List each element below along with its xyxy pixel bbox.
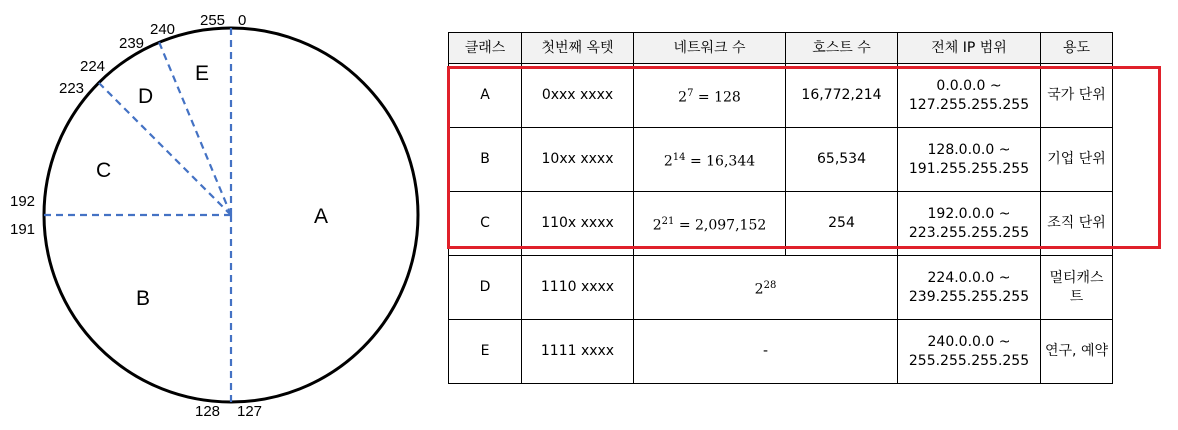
cell-class: D — [449, 256, 522, 320]
cell-usage: 국가 단위 — [1041, 64, 1113, 128]
label-192: 192 — [10, 193, 36, 210]
cell-range: 192.0.0.0 ~ 223.255.255.255 — [898, 192, 1041, 256]
header-ip-range: 전체 IP 범위 — [898, 33, 1041, 64]
label-0: 0 — [238, 12, 247, 29]
cell-hosts: 254 — [786, 192, 898, 256]
cell-networks: $2^{14} = 16,344$ — [634, 128, 786, 192]
ip-class-circle-diagram — [0, 0, 440, 430]
cell-hosts: 65,534 — [786, 128, 898, 192]
cell-class: A — [449, 64, 522, 128]
cell-octet: 10xx xxxx — [522, 128, 634, 192]
region-label-c: C — [96, 159, 112, 182]
cell-usage: 연구, 예약 — [1041, 320, 1113, 384]
label-191: 191 — [10, 221, 36, 238]
cell-range: 128.0.0.0 ~ 191.255.255.255 — [898, 128, 1041, 192]
table-header-row — [449, 33, 1113, 64]
label-224: 224 — [80, 58, 106, 75]
boundary-line-223-224 — [99, 83, 231, 215]
cell-range: 0.0.0.0 ~ 127.255.255.255 — [898, 64, 1041, 128]
cell-networks-merged: - — [634, 320, 898, 384]
label-239: 239 — [119, 35, 145, 52]
cell-octet: 1110 xxxx — [522, 256, 634, 320]
label-128: 128 — [195, 403, 221, 420]
region-label-b: B — [136, 287, 151, 310]
header-host-count: 호스트 수 — [786, 33, 898, 64]
label-240: 240 — [150, 21, 176, 38]
cell-octet: 0xxx xxxx — [522, 64, 634, 128]
cell-networks: $2^7 = 128$ — [634, 64, 786, 128]
table-row — [449, 256, 1113, 320]
label-255: 255 — [200, 12, 226, 29]
cell-usage: 조직 단위 — [1041, 192, 1113, 256]
header-first-octet: 첫번째 옥텟 — [522, 33, 634, 64]
header-network-count: 네트워크 수 — [634, 33, 786, 64]
header-class: 클래스 — [449, 33, 522, 64]
cell-networks: $2^{21} = 2,097,152$ — [634, 192, 786, 256]
cell-class: E — [449, 320, 522, 384]
table-row — [449, 320, 1113, 384]
cell-range: 240.0.0.0 ~ 255.255.255.255 — [898, 320, 1041, 384]
cell-hosts: 16,772,214 — [786, 64, 898, 128]
label-223: 223 — [59, 80, 85, 97]
region-label-e: E — [195, 62, 210, 85]
cell-networks-merged: $2^{28}$ — [634, 256, 898, 320]
region-label-a: A — [314, 205, 329, 228]
ip-class-table — [448, 32, 1113, 384]
cell-octet: 1111 xxxx — [522, 320, 634, 384]
cell-octet: 110x xxxx — [522, 192, 634, 256]
table-row — [449, 192, 1113, 256]
region-label-d: D — [138, 85, 154, 108]
cell-usage: 기업 단위 — [1041, 128, 1113, 192]
cell-usage: 멀티캐스트 — [1041, 256, 1113, 320]
cell-class: C — [449, 192, 522, 256]
label-127: 127 — [237, 403, 263, 420]
header-usage: 용도 — [1041, 33, 1113, 64]
table-row — [449, 64, 1113, 128]
cell-class: B — [449, 128, 522, 192]
cell-range: 224.0.0.0 ~ 239.255.255.255 — [898, 256, 1041, 320]
table-row — [449, 128, 1113, 192]
